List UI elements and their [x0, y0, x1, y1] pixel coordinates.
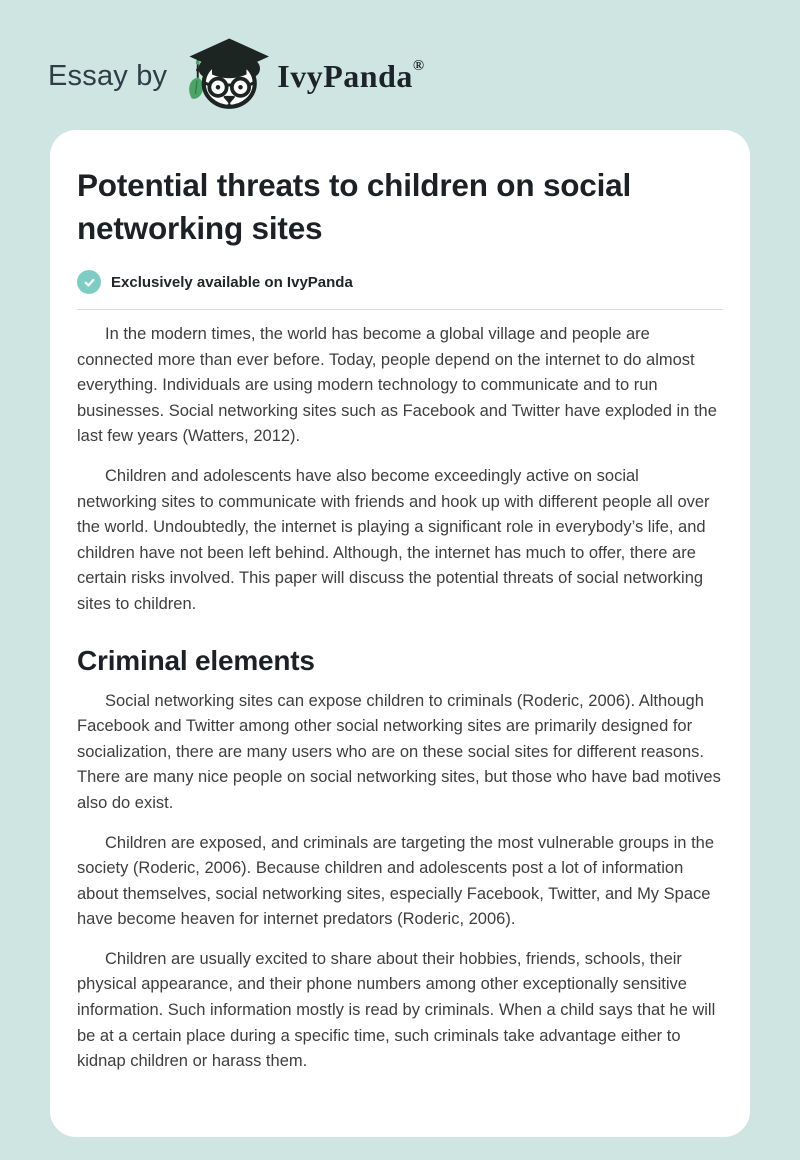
panda-graduate-icon	[181, 37, 273, 115]
ivypanda-logo	[181, 37, 424, 115]
essay-paragraph: In the modern times, the world has become a global village and people are connected more than ever before. Today, people depend on the internet to do almost everything. Individuals are using modern technology to communicate and to run businesses. Social networking sites such as Facebook and Twitter have exploded in the last few years (Watters, 2012).	[77, 325, 717, 446]
brand-name: IvyPanda	[277, 57, 413, 94]
divider	[77, 309, 723, 310]
exclusive-badge-label: Exclusively available on IvyPanda	[111, 273, 353, 291]
essay-card	[50, 130, 750, 1137]
essay-paragraph: Children are usually excited to share about their hobbies, friends, schools, their physical appearance, and their phone numbers among other exceptionally sensitive information. Such information mostly is read by criminals. When a child says that he will be at a certain place during a specific time, such criminals take advantage either to kidnap children or harass them.	[77, 949, 716, 1071]
checkmark-icon	[77, 270, 101, 294]
essay-paragraph: Children and adolescents have also become exceedingly active on social networking sites to communicate with friends and hook up with different people all over the world. Undoubtedly, the internet is playing a significant role in everybody’s life, and children have not been left behind. Although, the internet has much to offer, there are certain risks involved. This paper will discuss the potential threats of social networking sites to children.	[77, 466, 710, 613]
essay-by-label: Essay by	[48, 59, 168, 92]
essay-paragraph: Social networking sites can expose children to criminals (Roderic, 2006). Although Facebook and Twitter among other social networking sites are primarily designed for socialization, there are many users who are on these social sites for different reasons. There are many nice people on social networking sites, but those who have bad motives also do exist.	[77, 691, 721, 812]
registered-trademark: ®	[412, 57, 425, 74]
section-heading-criminal-elements: Criminal elements	[77, 644, 315, 676]
site-header	[0, 0, 800, 112]
essay-title: Potential threats to children on social networking sites	[77, 167, 632, 246]
essay-paragraph: Children are exposed, and criminals are targeting the most vulnerable groups in the society (Roderic, 2006). Because children and adolescents post a lot of information about themselves, social networking sites, especially Facebook, Twitter, and My Space have become heaven for internet predators (Roderic, 2006).	[77, 833, 715, 929]
exclusive-badge	[77, 270, 723, 294]
